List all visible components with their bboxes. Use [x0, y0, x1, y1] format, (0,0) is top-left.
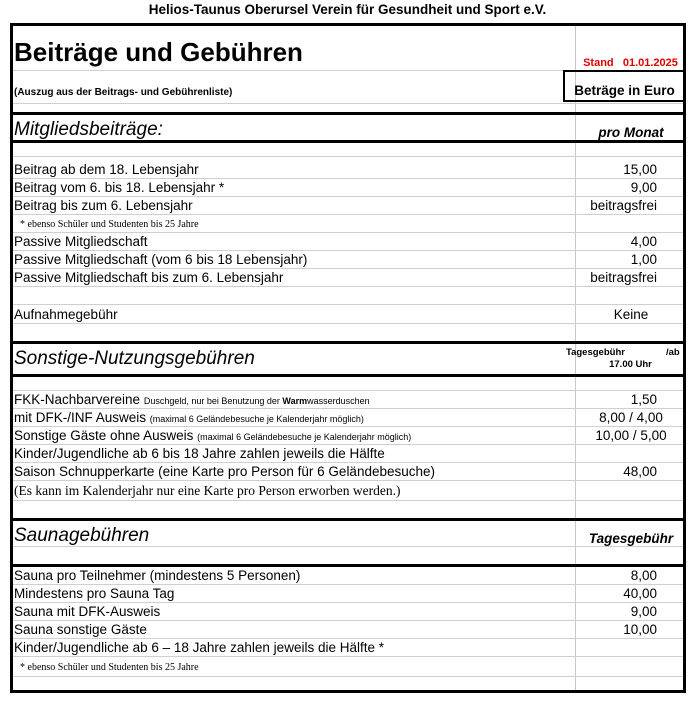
- sauna-row-label: Mindestens pro Sauna Tag: [14, 586, 175, 601]
- sauna-row-label: Sauna sonstige Gäste: [14, 622, 147, 637]
- sauna-row-label: Kinder/Jugendliche ab 6 – 18 Jahre zahlen jeweils die Hälfte *: [14, 640, 384, 655]
- usage-row-label: Sonstige Gäste ohne Ausweis (maximal 6 Geländebesuche je Kalenderjahr möglich): [14, 428, 412, 443]
- usage-column-header: Tagesgebühr: [566, 347, 625, 358]
- membership-row-label: Beitrag vom 6. bis 18. Lebensjahr *: [14, 180, 225, 195]
- sauna-column-header: Tagesgebühr: [588, 531, 674, 546]
- membership-row-value: 15,00: [623, 162, 657, 177]
- passive-row-label: Passive Mitgliedschaft bis zum 6. Lebensjahr: [14, 270, 284, 285]
- membership-row-value: beitragsfrei: [590, 198, 657, 213]
- usage-row-value: 1,50: [630, 392, 657, 407]
- sauna-row-value: 8,00: [630, 568, 657, 583]
- usage-column-time: 17.00 Uhr: [609, 359, 652, 370]
- membership-row-label: Beitrag ab dem 18. Lebensjahr: [14, 162, 199, 177]
- passive-row-value: beitragsfrei: [590, 270, 657, 285]
- membership-row-value: 9,00: [630, 180, 657, 195]
- usage-heading: Sonstige-Nutzungsgebühren: [14, 348, 255, 369]
- subtitle: (Auszug aus der Beitrags- und Gebührenliste): [14, 87, 233, 98]
- sauna-row-value: 40,00: [623, 586, 657, 601]
- sauna-row-label: Sauna pro Teilnehmer (mindestens 5 Personen): [14, 568, 301, 583]
- admission-label: Aufnahmegebühr: [14, 307, 118, 322]
- fee-table: [10, 23, 686, 693]
- page-title: Beiträge und Gebühren: [14, 37, 303, 67]
- membership-column-header: pro Monat: [598, 125, 664, 140]
- sauna-footnote: * ebenso Schüler und Studenten bis 25 Jahre: [20, 662, 199, 673]
- membership-footnote: * ebenso Schüler und Studenten bis 25 Jahre: [20, 219, 199, 230]
- stand-date: [575, 57, 686, 69]
- currency-header: Beträge in Euro: [563, 70, 686, 102]
- passive-row-value: 1,00: [630, 252, 657, 267]
- sauna-row-label: Sauna mit DFK-Ausweis: [14, 604, 161, 619]
- membership-row-label: Beitrag bis zum 6. Lebensjahr: [14, 198, 193, 213]
- sauna-row-value: 9,00: [630, 604, 657, 619]
- passive-row-label: Passive Mitgliedschaft (vom 6 bis 18 Lebensjahr): [14, 252, 308, 267]
- usage-row-label: mit DFK-/INF Ausweis (maximal 6 Geländebesuche je Kalenderjahr möglich): [14, 410, 364, 425]
- stand-value: 01.01.2025: [622, 57, 678, 69]
- passive-row-label: Passive Mitgliedschaft: [14, 234, 148, 249]
- usage-row-value: 8,00 / 4,00: [599, 410, 663, 425]
- membership-heading: Mitgliedsbeiträge:: [14, 119, 163, 140]
- passive-row-value: 4,00: [630, 234, 657, 249]
- usage-column-header-suffix: /ab: [666, 347, 680, 358]
- usage-row-value: 10,00 / 5,00: [595, 428, 667, 443]
- sauna-row-value: 10,00: [623, 622, 657, 637]
- organization-name: Helios-Taunus Oberursel Verein für Gesundheit und Sport e.V.: [148, 2, 547, 17]
- sauna-heading: Saunagebühren: [14, 525, 150, 546]
- usage-row-label: Saison Schnupperkarte (eine Karte pro Person für 6 Geländebesuche): [14, 464, 436, 479]
- usage-row-label: Kinder/Jugendliche ab 6 bis 18 Jahre zahlen jeweils die Hälfte: [14, 446, 385, 461]
- usage-row-value: 48,00: [623, 464, 657, 479]
- admission-value: Keine: [613, 307, 649, 322]
- usage-remark: (Es kann im Kalenderjahr nur eine Karte pro Person erworben werden.): [14, 483, 401, 498]
- usage-row-label: FKK-Nachbarvereine Duschgeld, nur bei Benutzung der Warmwasserduschen: [14, 392, 370, 407]
- stand-label: Stand: [583, 57, 614, 69]
